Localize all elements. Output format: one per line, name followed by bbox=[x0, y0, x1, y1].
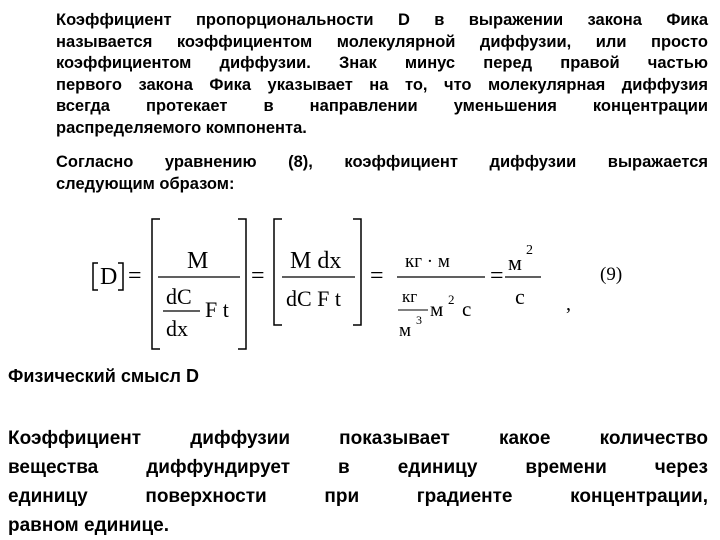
bracket-left-small bbox=[93, 263, 98, 290]
frac3-inner-denominator: м bbox=[399, 320, 412, 341]
text-line: коэффициентом диффузии. Знак минус перед правой частью bbox=[56, 54, 708, 72]
equals-sign: = bbox=[251, 263, 265, 289]
paragraph-fick-coefficient bbox=[8, 10, 708, 139]
frac4-numerator: м bbox=[508, 250, 522, 275]
bracket-right bbox=[238, 219, 246, 349]
frac1-denominator-tail: F t bbox=[205, 297, 229, 322]
frac2-denominator: dC F t bbox=[286, 286, 342, 311]
text-line: следующим образом: bbox=[56, 174, 235, 193]
equals-sign: = bbox=[370, 263, 384, 289]
text-line: равном единице. bbox=[8, 515, 170, 536]
text-line: всегда протекает в направлении уменьшения концентрации bbox=[56, 97, 708, 115]
section-heading: Физический смысл D bbox=[8, 366, 199, 386]
frac3-denominator-tail: м bbox=[430, 297, 444, 321]
equals-sign: = bbox=[490, 263, 504, 289]
text-line: единицу поверхности при градиенте концентрации, bbox=[8, 486, 708, 507]
frac3-inner-exponent: 3 bbox=[416, 313, 422, 327]
bracket-right bbox=[353, 219, 361, 325]
diffusion-coefficient-equation bbox=[0, 205, 720, 355]
frac3-tail-exponent: 2 bbox=[448, 292, 455, 307]
paragraph-physical-meaning bbox=[8, 424, 708, 540]
frac3-denominator-tail2: с bbox=[462, 297, 472, 321]
frac2-numerator: M dx bbox=[290, 248, 342, 274]
lhs-symbol: D bbox=[100, 264, 118, 290]
frac3-inner-numerator: кг bbox=[402, 287, 418, 306]
frac3-numerator: кг · м bbox=[405, 251, 450, 272]
equals-sign: = bbox=[128, 263, 142, 289]
bracket-left bbox=[152, 219, 160, 349]
bracket-left bbox=[274, 219, 282, 325]
text-line: распределяемого компонента. bbox=[56, 118, 307, 137]
bracket-right-small bbox=[118, 263, 123, 290]
text-line: Согласно уравнению (8), коэффициент диффузии выражается bbox=[56, 153, 708, 171]
frac4-denominator: с bbox=[515, 284, 525, 309]
text-line: называется коэффициентом молекулярной диффузии, или просто bbox=[56, 32, 708, 51]
frac4-exponent: 2 bbox=[526, 243, 533, 258]
frac1-numerator: M bbox=[187, 248, 209, 274]
equation-number: (9) bbox=[600, 264, 623, 285]
paragraph-equation-intro bbox=[8, 152, 708, 195]
text-line: первого закона Фика указывает на то, что молекулярная диффузия bbox=[56, 75, 708, 94]
text-line: вещества диффундирует в единицу времени через bbox=[8, 457, 708, 478]
frac1-inner-denominator: dx bbox=[166, 316, 188, 341]
equation-comma: , bbox=[566, 293, 571, 315]
text-line: Коэффициент пропорциональности D в выражении закона Фика bbox=[56, 11, 708, 29]
text-line: Коэффициент диффузии показывает какое количество bbox=[8, 428, 708, 449]
frac1-inner-numerator: dC bbox=[166, 284, 192, 309]
